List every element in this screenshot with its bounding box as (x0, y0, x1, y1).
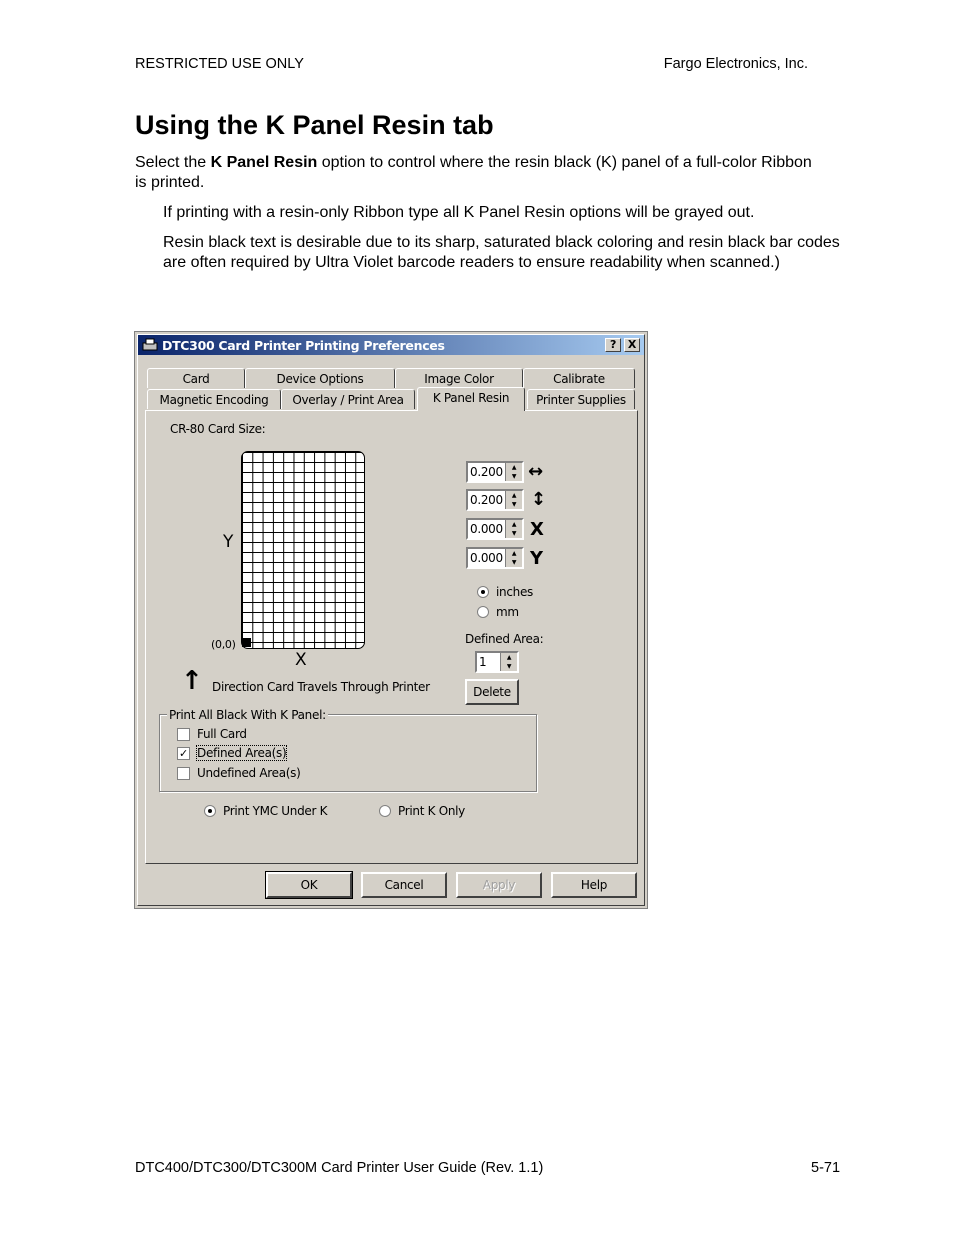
y-offset-icon: Y (530, 548, 543, 569)
footer-left: DTC400/DTC300/DTC300M Card Printer User Guide (Rev. 1.1) (135, 1160, 544, 1176)
spin-arrows-icon[interactable]: ▲ ▼ (505, 520, 522, 538)
intro-paragraph (135, 153, 825, 193)
mm-label: mm (496, 605, 519, 619)
card-size-label: CR-80 Card Size: (170, 422, 266, 436)
groupbox-label: Print All Black With K Panel: (169, 708, 326, 722)
defined-area-checkbox[interactable]: ✓ (177, 747, 190, 760)
cancel-button[interactable]: Cancel (361, 872, 447, 898)
x-axis-label: X (295, 650, 307, 670)
width-value: 0.200 (470, 465, 503, 479)
print-k-only-label: Print K Only (398, 804, 465, 818)
close-button[interactable]: X (624, 338, 640, 352)
intro-bold: K Panel Resin (210, 154, 318, 171)
dialog-titlebar[interactable] (138, 335, 644, 355)
origin-marker (242, 638, 251, 647)
height-spinner[interactable] (466, 489, 524, 511)
undefined-area-label: Undefined Area(s) (197, 766, 301, 780)
defined-area-label: Defined Area: (465, 632, 544, 646)
tab-device-options[interactable]: Device Options (245, 368, 395, 388)
mm-radio[interactable] (477, 606, 489, 618)
arrow-up-icon: ↑ (181, 666, 203, 696)
spin-arrows-icon[interactable]: ▲ ▼ (505, 549, 522, 567)
spin-arrows-icon[interactable]: ▲ ▼ (505, 463, 522, 481)
x-offset-value: 0.000 (470, 522, 503, 536)
tab-calibrate[interactable]: Calibrate (523, 368, 635, 388)
printer-icon (142, 338, 158, 352)
dialog-title: DTC300 Card Printer Printing Preferences (162, 338, 445, 353)
width-spinner[interactable] (466, 461, 524, 483)
defined-area-check-label: Defined Area(s) (197, 746, 287, 760)
intro-post: option to control where the resin black (K) panel of a full-color Ribbon is printed. (135, 154, 812, 191)
height-value: 0.200 (470, 493, 503, 507)
note-paragraph: If printing with a resin-only Ribbon type all K Panel Resin options will be grayed out. (163, 204, 755, 221)
print-k-only-radio[interactable] (379, 805, 391, 817)
x-offset-spinner[interactable] (466, 518, 524, 540)
defined-area-value: 1 (479, 655, 487, 669)
inches-radio[interactable] (477, 586, 489, 598)
spin-arrows-icon[interactable]: ▲ ▼ (500, 653, 517, 671)
tab-magnetic-encoding[interactable]: Magnetic Encoding (147, 389, 281, 409)
direction-label: Direction Card Travels Through Printer (212, 680, 430, 694)
page-title: Using the K Panel Resin tab (135, 110, 494, 140)
y-axis-label: Y (223, 532, 234, 552)
print-ymc-radio[interactable] (204, 805, 216, 817)
y-offset-spinner[interactable] (466, 547, 524, 569)
page-number: 5-71 (811, 1160, 841, 1176)
ok-button[interactable]: OK (266, 872, 352, 898)
full-card-checkbox[interactable] (177, 728, 190, 741)
k-panel-resin-panel (145, 410, 638, 864)
header-left: RESTRICTED USE ONLY (135, 56, 304, 72)
full-card-label: Full Card (197, 727, 247, 741)
preferences-dialog (134, 331, 648, 909)
inches-label: inches (496, 585, 533, 599)
height-icon: ↕ (531, 489, 546, 510)
width-icon: ↔ (528, 461, 543, 482)
tab-printer-supplies[interactable]: Printer Supplies (527, 389, 635, 409)
print-ymc-label: Print YMC Under K (223, 804, 328, 818)
x-offset-icon: X (530, 519, 544, 540)
intro-pre: Select the (135, 154, 211, 171)
tab-image-color[interactable]: Image Color (395, 368, 523, 388)
resin-paragraph: Resin black text is desirable due to its sharp, saturated black coloring and resin black bar codes are often required by Ultra Violet barcode readers to ensure readability when scanned.) (163, 234, 840, 271)
header-right: Fargo Electronics, Inc. (663, 56, 808, 72)
help-title-button[interactable]: ? (605, 338, 621, 352)
spin-arrows-icon[interactable]: ▲ ▼ (505, 491, 522, 509)
tab-overlay-print-area[interactable]: Overlay / Print Area (281, 389, 415, 409)
origin-label: (0,0) (211, 638, 236, 651)
y-offset-value: 0.000 (470, 551, 503, 565)
tab-k-panel-resin[interactable]: K Panel Resin (417, 387, 525, 411)
defined-area-spinner[interactable] (475, 651, 519, 673)
card-grid[interactable] (241, 451, 365, 649)
apply-button[interactable]: Apply (456, 872, 542, 898)
undefined-area-checkbox[interactable] (177, 767, 190, 780)
help-button[interactable]: Help (551, 872, 637, 898)
tab-card[interactable]: Card (147, 368, 245, 388)
delete-button[interactable]: Delete (465, 679, 519, 705)
